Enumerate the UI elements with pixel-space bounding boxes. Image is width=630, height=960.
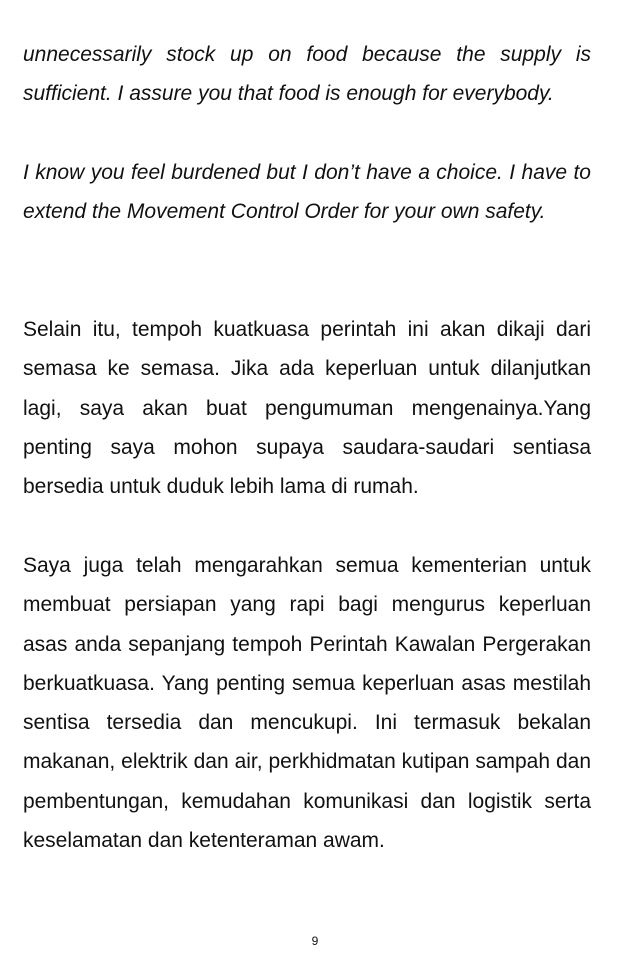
paragraph-english-food-supply: unnecessarily stock up on food because the supply is sufficient. I assure you that food is enough for everybody. xyxy=(23,43,591,106)
paragraph-malay-order-review: Selain itu, tempoh kuatkuasa perintah ini akan dikaji dari semasa ke semasa. Jika ada keperluan untuk dilanjutkan lagi, saya akan buat pengumuman mengenainya.Yang penting saya mohon supaya saudara-saudari sentiasa bersedia untuk duduk lebih lama di rumah. xyxy=(23,318,591,499)
page-number: 9 xyxy=(311,934,319,948)
paragraph-malay-basic-needs: Saya juga telah mengarahkan semua kementerian untuk membuat persiapan yang rapi bagi mengurus keperluan asas anda sepanjang tempoh Perintah Kawalan Pergerakan berkuatkuasa. Yang penting semua keperluan asas mestilah sentisa tersedia dan mencukupi. Ini termasuk bekalan makanan, elektrik dan air, perkhidmatan kutipan sampah dan pembentungan, kemudahan komunikasi dan logistik serta keselamatan dan ketenteraman awam. xyxy=(23,554,591,853)
paragraph-english-movement-control: I know you feel burdened but I don’t have a choice. I have to extend the Movement Control Order for your own safety. xyxy=(23,161,591,224)
